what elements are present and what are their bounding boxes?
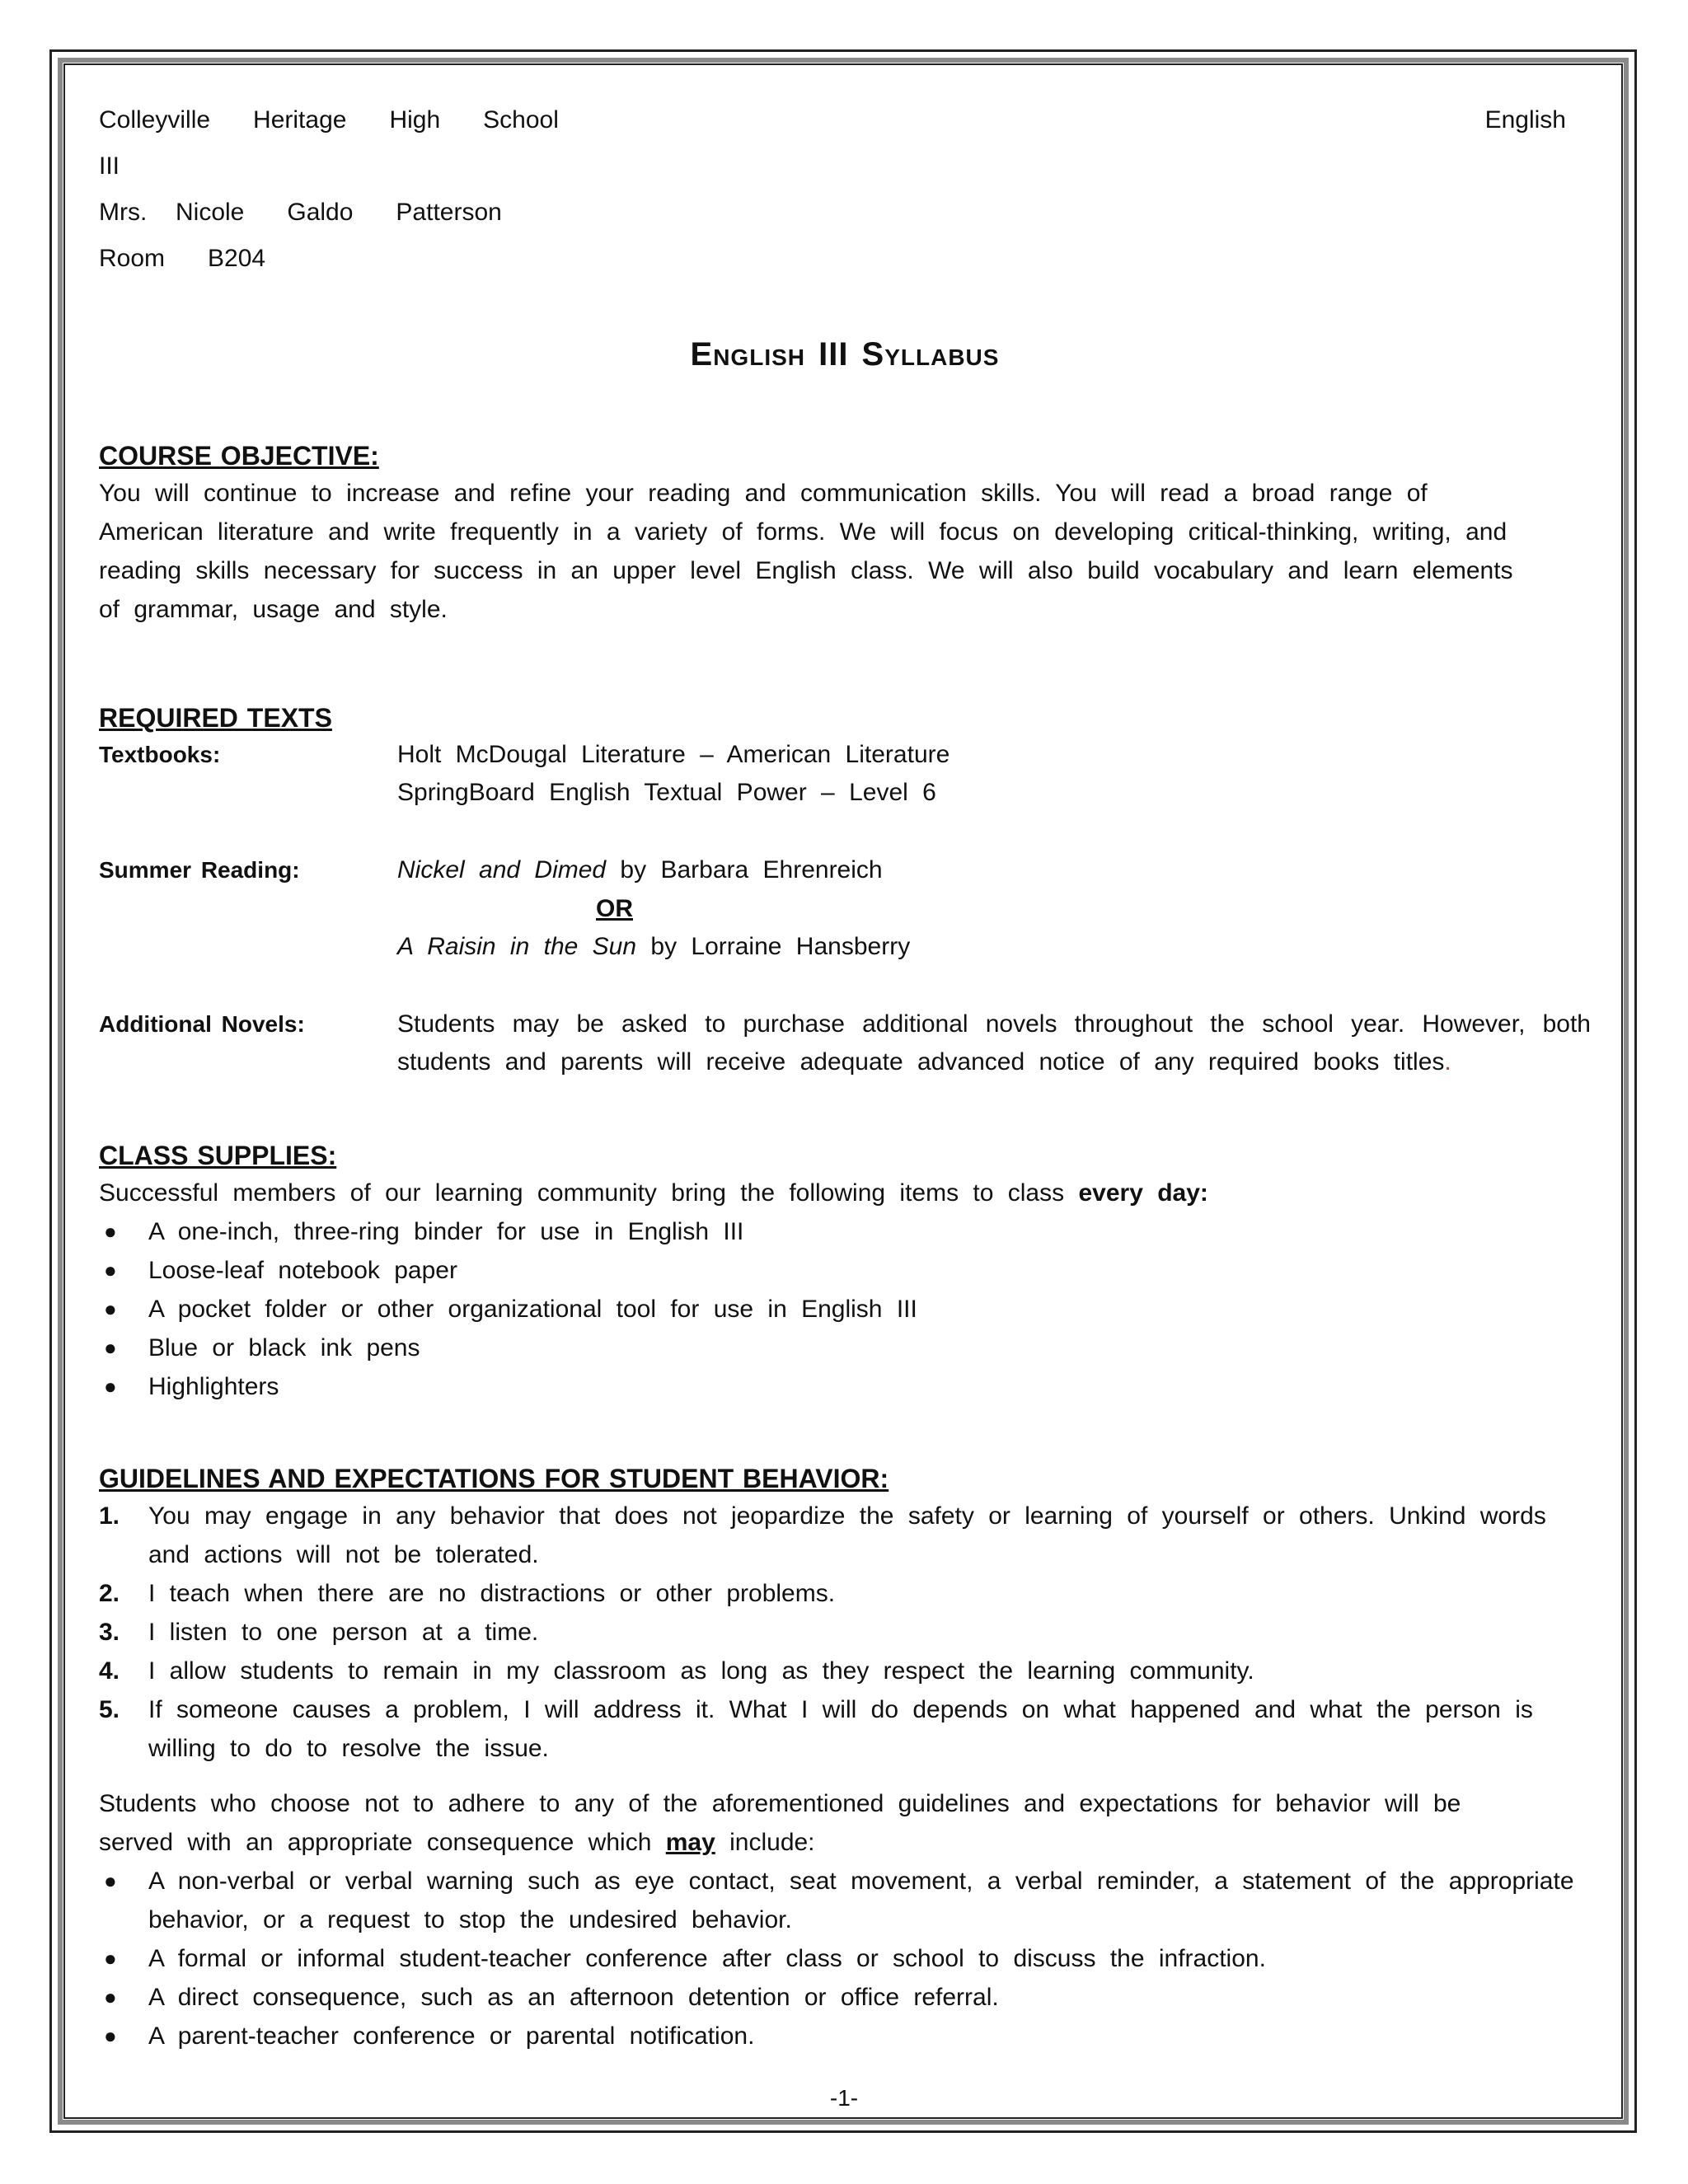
- class-supplies-intro: Successful members of our learning community bring the following items to class every day:: [99, 1179, 1208, 1207]
- additional-novels-line-2: students and parents will receive adequate advanced notice of any required books titles.: [397, 1048, 1451, 1076]
- course-name: English: [1484, 106, 1566, 134]
- list-item: ● A non-verbal or verbal warning such as eye contact, seat movement, a verbal reminder, a statement of the appropriate behavior, or a request to stop the undesired behavior.: [99, 1862, 1591, 1939]
- required-texts-heading: REQUIRED TEXTS: [99, 703, 332, 733]
- summer-book-2-title: A Raisin in the Sun: [397, 933, 637, 960]
- rule-item: 4. I allow students to remain in my classroom as long as they respect the learning community.: [99, 1657, 1254, 1685]
- summer-reading-row: [99, 851, 1591, 889]
- textbooks-label: Textbooks:: [99, 742, 221, 767]
- list-item: ● Loose-leaf notebook paper: [99, 1251, 1591, 1290]
- page-number: -1-: [829, 2085, 859, 2111]
- room-number: Room B204: [99, 245, 266, 272]
- list-item: ● A pocket folder or other organizational tool for use in English III: [99, 1290, 1591, 1329]
- list-item: ● A parent-teacher conference or parental notification.: [99, 2017, 1591, 2055]
- list-item: ● Blue or black ink pens: [99, 1329, 1591, 1367]
- behavior-rules-list: [99, 1497, 1591, 1768]
- page-title: English III Syllabus: [690, 336, 1000, 373]
- summer-reading-or: OR: [596, 895, 633, 922]
- teacher-name: Mrs. Nicole Galdo Patterson: [99, 199, 502, 226]
- rule-item: 3. I listen to one person at a time.: [99, 1619, 539, 1646]
- every-day-emphasis: every day:: [1078, 1179, 1208, 1207]
- summer-book-1: [397, 851, 1591, 889]
- objective-line: American literature and write frequently in a variety of forms. We will focus on developing critical-thinking, writing, and: [99, 518, 1507, 546]
- class-supplies-heading: CLASS SUPPLIES:: [99, 1141, 337, 1170]
- supplies-list: [99, 1212, 1591, 1406]
- additional-novels-text: [397, 1005, 1591, 1081]
- objective-line: You will continue to increase and refine your reading and communication skills. You will read a broad range of: [99, 480, 1428, 507]
- summer-book-2: [397, 928, 1591, 966]
- textbook-item: SpringBoard English Textual Power – Level 6: [397, 779, 936, 806]
- bullet-icon: ●: [104, 1868, 117, 1893]
- additional-novels-line: Students may be asked to purchase additional novels throughout the school year. However, both: [397, 1010, 1591, 1038]
- bullet-icon: ●: [104, 1946, 117, 1971]
- bullet-icon: ●: [104, 1296, 117, 1321]
- textbooks-row: [99, 736, 1591, 812]
- bullet-icon: ●: [104, 2023, 117, 2048]
- guidelines-heading: GUIDELINES AND EXPECTATIONS FOR STUDENT BEHAVIOR:: [99, 1464, 889, 1493]
- course-name-wrap: III: [99, 152, 120, 180]
- summer-book-2-author: by Lorraine Hansberry: [636, 933, 911, 960]
- bullet-icon: ●: [104, 1258, 117, 1282]
- bullet-icon: ●: [104, 1374, 117, 1399]
- course-objective-heading: COURSE OBJECTIVE:: [99, 441, 379, 471]
- may-emphasis: may: [665, 1829, 715, 1856]
- bullet-icon: ●: [104, 1219, 117, 1244]
- summer-book-1-author: by Barbara Ehrenreich: [606, 856, 883, 883]
- consequence-intro: Students who choose not to adhere to any of the aforementioned guidelines and expectations for behavior will be served with an appropriate consequence which may include:: [99, 1790, 1461, 1856]
- list-item: ● Highlighters: [99, 1367, 1591, 1406]
- summer-reading-label: Summer Reading:: [99, 857, 300, 883]
- additional-novels-row: [99, 1005, 1591, 1081]
- rule-item: 2. I teach when there are no distractions or other problems.: [99, 1580, 836, 1607]
- list-item: ● A direct consequence, such as an afternoon detention or office referral.: [99, 1978, 1591, 2017]
- additional-novels-period: .: [1444, 1048, 1451, 1076]
- bullet-icon: ●: [104, 1985, 117, 2009]
- textbook-item: Holt McDougal Literature – American Literature: [397, 741, 950, 768]
- school-name: Colleyville Heritage High School: [99, 106, 559, 134]
- rule-item: 5. If someone causes a problem, I will address it. What I will do depends on what happened and what the person is willing to do to resolve the issue.: [99, 1696, 1533, 1762]
- course-objective-text: [99, 474, 1591, 629]
- summer-book-1-title: Nickel and Dimed: [397, 856, 607, 883]
- header-school-line: [99, 97, 1591, 143]
- list-item: ● A formal or informal student-teacher conference after class or school to discuss the infraction.: [99, 1939, 1591, 1978]
- bullet-icon: ●: [104, 1335, 117, 1360]
- objective-line: reading skills necessary for success in an upper level English class. We will also build vocabulary and learn elements: [99, 557, 1513, 584]
- syllabus-document: [99, 97, 1591, 2055]
- textbooks-list: [397, 736, 1591, 812]
- list-item: ● A one-inch, three-ring binder for use in English III: [99, 1212, 1591, 1251]
- summer-book-2-row: [99, 928, 1591, 966]
- additional-novels-label: Additional Novels:: [99, 1011, 305, 1037]
- consequences-list: [99, 1862, 1591, 2055]
- objective-line: of grammar, usage and style.: [99, 596, 448, 623]
- rule-item: 1. You may engage in any behavior that does not jeopardize the safety or learning of yourself or others. Unkind words and actions will not be tolerated.: [99, 1502, 1546, 1568]
